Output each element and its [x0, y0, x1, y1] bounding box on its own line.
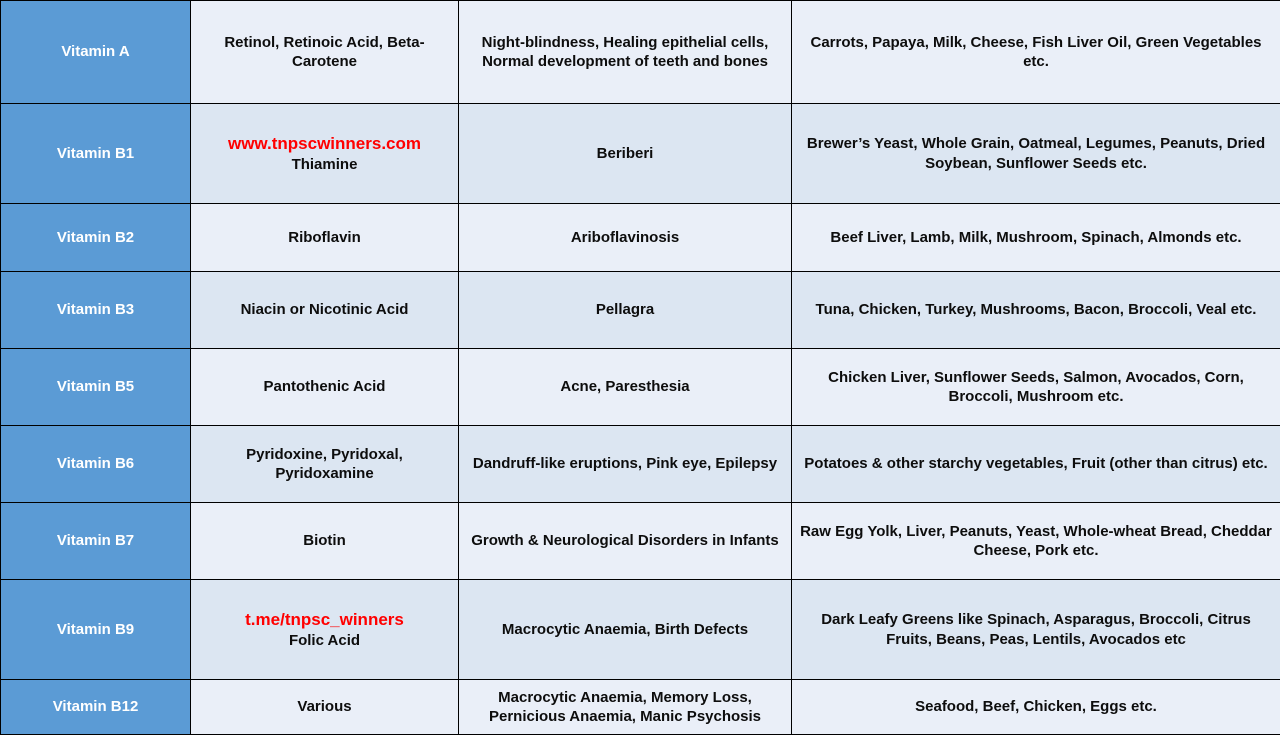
table-row — [1, 272, 1280, 349]
table-row — [1, 104, 1280, 204]
chemical-name-cell — [191, 349, 459, 426]
table-row — [1, 204, 1280, 272]
vitamin-name-cell: Vitamin A — [1, 1, 191, 104]
table-body — [1, 1, 1280, 735]
food-sources-cell: Tuna, Chicken, Turkey, Mushrooms, Bacon, Broccoli, Veal etc. — [792, 272, 1280, 349]
vitamin-name-cell: Vitamin B12 — [1, 680, 191, 735]
table-row — [1, 349, 1280, 426]
food-sources-cell: Potatoes & other starchy vegetables, Fruit (other than citrus) etc. — [792, 426, 1280, 503]
deficiency-cell: Night-blindness, Healing epithelial cells, Normal development of teeth and bones — [459, 1, 792, 104]
food-sources-cell: Carrots, Papaya, Milk, Cheese, Fish Liver Oil, Green Vegetables etc. — [792, 1, 1280, 104]
chemical-name-text: Retinol, Retinoic Acid, Beta-Carotene — [199, 33, 450, 71]
table-row — [1, 1, 1280, 104]
chemical-name-text: Pyridoxine, Pyridoxal, Pyridoxamine — [199, 445, 450, 483]
table-row — [1, 426, 1280, 503]
table-row — [1, 503, 1280, 580]
deficiency-cell: Macrocytic Anaemia, Memory Loss, Pernicious Anaemia, Manic Psychosis — [459, 680, 792, 735]
chemical-name-text: Thiamine — [199, 155, 450, 174]
chemical-name-cell — [191, 503, 459, 580]
food-sources-cell: Raw Egg Yolk, Liver, Peanuts, Yeast, Whole-wheat Bread, Cheddar Cheese, Pork etc. — [792, 503, 1280, 580]
table-row — [1, 680, 1280, 735]
food-sources-cell: Brewer’s Yeast, Whole Grain, Oatmeal, Legumes, Peanuts, Dried Soybean, Sunflower Seeds etc. — [792, 104, 1280, 204]
vitamin-name-cell: Vitamin B5 — [1, 349, 191, 426]
chemical-name-cell — [191, 272, 459, 349]
chemical-name-cell — [191, 1, 459, 104]
chemical-name-text: Niacin or Nicotinic Acid — [199, 300, 450, 319]
chemical-name-cell — [191, 204, 459, 272]
chemical-name-text: Various — [199, 697, 450, 716]
vitamin-name-cell: Vitamin B6 — [1, 426, 191, 503]
chemical-name-text: Pantothenic Acid — [199, 377, 450, 396]
deficiency-cell: Acne, Paresthesia — [459, 349, 792, 426]
chemical-name-text: Folic Acid — [199, 631, 450, 650]
chemical-name-cell — [191, 680, 459, 735]
vitamin-name-cell: Vitamin B9 — [1, 580, 191, 680]
vitamin-name-cell: Vitamin B7 — [1, 503, 191, 580]
deficiency-cell: Macrocytic Anaemia, Birth Defects — [459, 580, 792, 680]
chemical-name-text: Riboflavin — [199, 228, 450, 247]
vitamin-name-cell: Vitamin B2 — [1, 204, 191, 272]
chemical-name-text: Biotin — [199, 531, 450, 550]
chemical-name-cell — [191, 104, 459, 204]
deficiency-cell: Growth & Neurological Disorders in Infants — [459, 503, 792, 580]
vitamin-name-cell: Vitamin B3 — [1, 272, 191, 349]
table-row — [1, 580, 1280, 680]
watermark-text: t.me/tnpsc_winners — [199, 609, 450, 631]
deficiency-cell: Beriberi — [459, 104, 792, 204]
food-sources-cell: Seafood, Beef, Chicken, Eggs etc. — [792, 680, 1280, 735]
deficiency-cell: Dandruff-like eruptions, Pink eye, Epilepsy — [459, 426, 792, 503]
deficiency-cell: Ariboflavinosis — [459, 204, 792, 272]
vitamin-name-cell: Vitamin B1 — [1, 104, 191, 204]
watermark-text: www.tnpscwinners.com — [199, 133, 450, 155]
food-sources-cell: Beef Liver, Lamb, Milk, Mushroom, Spinach, Almonds etc. — [792, 204, 1280, 272]
deficiency-cell: Pellagra — [459, 272, 792, 349]
food-sources-cell: Chicken Liver, Sunflower Seeds, Salmon, Avocados, Corn, Broccoli, Mushroom etc. — [792, 349, 1280, 426]
chemical-name-cell — [191, 426, 459, 503]
chemical-name-cell — [191, 580, 459, 680]
food-sources-cell: Dark Leafy Greens like Spinach, Asparagus, Broccoli, Citrus Fruits, Beans, Peas, Lentils, Avocados etc — [792, 580, 1280, 680]
